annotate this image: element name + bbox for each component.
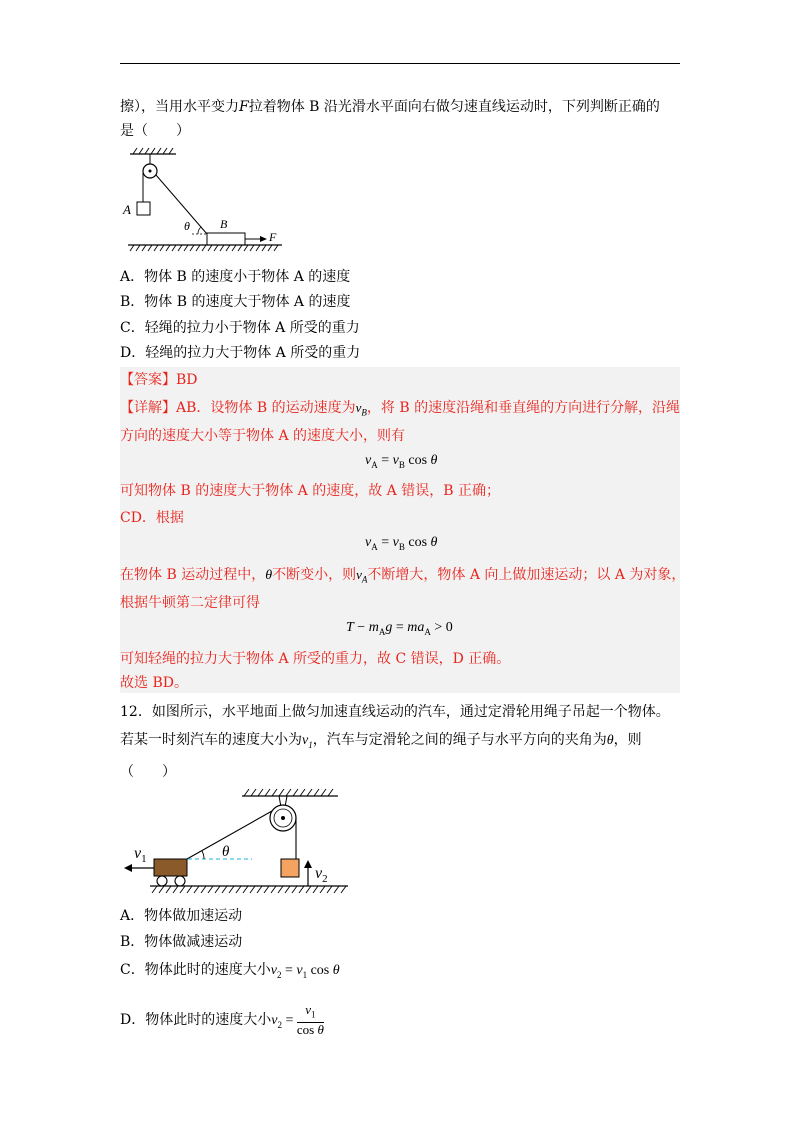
newton-line: 根据牛顿第二定律可得 — [120, 595, 260, 611]
cd-line: CD．根据 — [120, 510, 184, 526]
equation-3: $T - m_Ag = ma_A > 0$ — [346, 620, 453, 637]
q12-option-c: C．物体此时的速度大小$v_2 = v_1$ cos θ — [120, 962, 340, 980]
q11-option-b: B．物体 B 的速度大于物体 A 的速度 — [120, 294, 351, 310]
q12-option-b: B．物体做减速运动 — [120, 934, 243, 950]
detail-line1: 【详解】AB．设物体 B 的运动速度为$v_B$，将 B 的速度沿绳和垂直绳的方向进行分解，沿绳 — [120, 400, 681, 418]
q12-stem-line2: 若某一时刻汽车的速度大小为$v_1$，汽车与定滑轮之间的绳子与水平方向的夹角为θ，则 — [120, 732, 642, 750]
q12-option-a: A．物体做加速运动 — [120, 908, 243, 924]
label-theta-2: θ — [222, 844, 230, 860]
q12-stem-line1: 12．如图所示，水平地面上做匀加速直线运动的汽车，通过定滑轮用绳子吊起一个物体。 — [120, 704, 670, 720]
label-v1: $v_1$ — [134, 845, 147, 865]
q11-stem-line1: 擦），当用水平变力F拉着物体 B 沿光滑水平面向右做匀速直线运动时，下列判断正确的 — [120, 99, 660, 115]
header-rule — [120, 63, 680, 64]
label-f: F — [269, 230, 277, 244]
label-a: A — [123, 202, 131, 217]
q12-car-pulley-figure — [120, 782, 360, 902]
fraction: $\frac{v_1}{\text{cos θ}}$ — [296, 1002, 324, 1037]
q11-pulley-figure — [120, 144, 290, 256]
label-theta: θ — [184, 219, 190, 233]
car — [154, 859, 187, 876]
block-b — [207, 233, 245, 245]
equation-1: $v_A = v_B$ cos θ — [365, 453, 438, 470]
label-b: B — [220, 217, 228, 231]
answer-line: 【答案】BD — [120, 372, 198, 388]
conclusion-1: 可知物体 B 的速度大于物体 A 的速度，故 A 错误，B 正确； — [120, 483, 500, 499]
label-v2: $v_2$ — [315, 865, 328, 885]
final-answer: 故选 BD。 — [120, 675, 188, 691]
block-a — [137, 202, 150, 215]
q11-option-a: A．物体 B 的速度小于物体 A 的速度 — [120, 269, 351, 285]
conclusion-2: 可知轻绳的拉力大于物体 A 所受的重力，故 C 错误，D 正确。 — [120, 651, 511, 667]
equation-2: $v_A = v_B$ cos θ — [365, 535, 438, 552]
detail-line2: 方向的速度大小等于物体 A 的速度大小，则有 — [120, 428, 406, 444]
q11-option-c: C．轻绳的拉力小于物体 A 所受的重力 — [120, 320, 360, 336]
q11-stem-line2: 是（ ） — [120, 123, 190, 139]
q11-option-d: D．轻绳的拉力大于物体 A 所受的重力 — [120, 345, 361, 361]
q12-stem-line3: （ ） — [120, 764, 176, 780]
hanging-block — [281, 859, 299, 877]
process-line: 在物体 B 运动过程中，θ不断变小，则$v_A$不断增大，物体 A 向上做加速运动；以 A 为对象， — [120, 567, 686, 585]
q12-option-d: D．物体此时的速度大小$v_2$ = $\frac{v_1}{\text{cos θ}}$ — [120, 1002, 324, 1037]
